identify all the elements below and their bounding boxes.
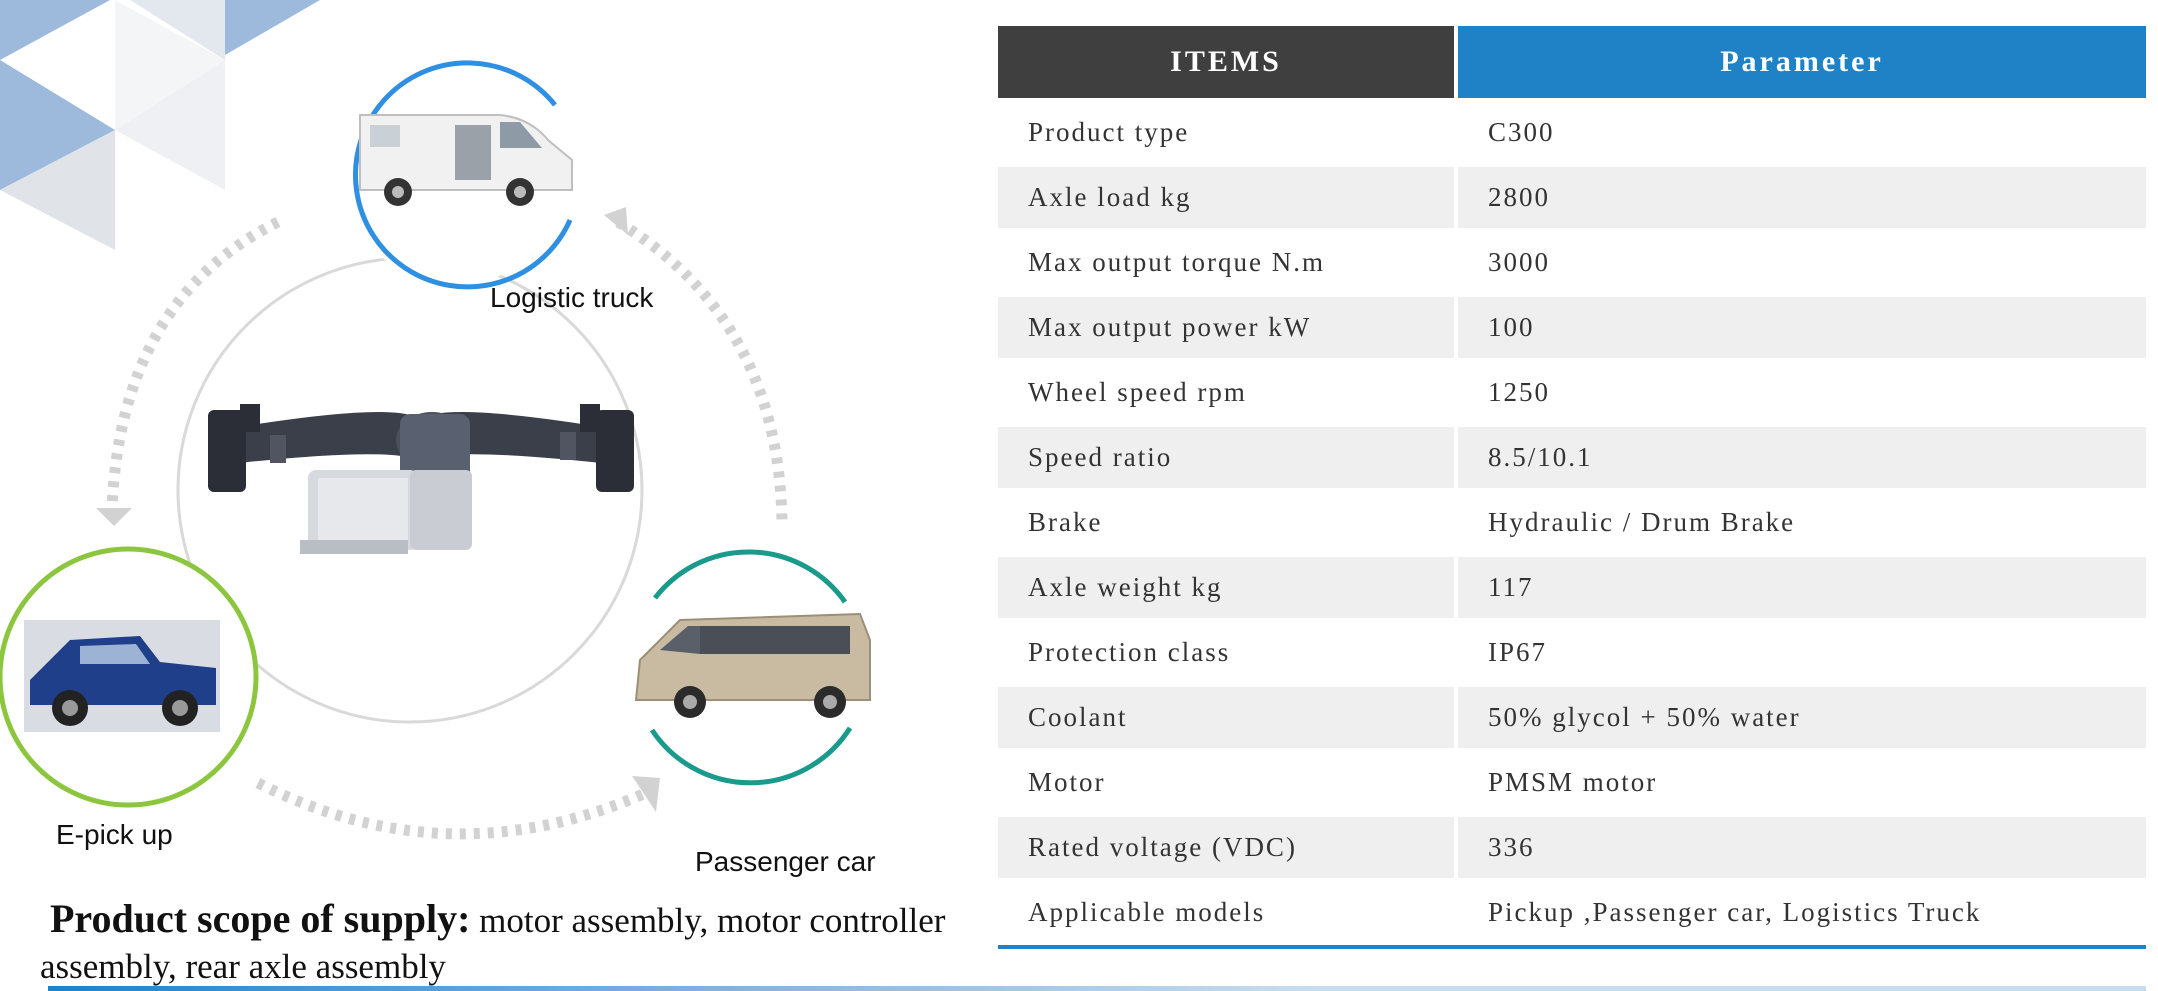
- pickup-truck-icon: [24, 620, 220, 732]
- row-value: Hydraulic / Drum Brake: [1488, 507, 1796, 537]
- scope-line1: motor assembly, motor controller: [470, 901, 946, 940]
- vehicle-label-passenger: Passenger car: [695, 846, 876, 877]
- row-item: Axle weight kg: [998, 557, 1454, 618]
- row-value: 1250: [1488, 377, 1550, 407]
- table-row: [998, 492, 2146, 553]
- table-row: [998, 297, 2146, 358]
- table-row: [998, 232, 2146, 293]
- row-value: 50% glycol + 50% water: [1458, 687, 2146, 748]
- row-item: Coolant: [998, 687, 1454, 748]
- row-value: 3000: [1488, 247, 1550, 277]
- header-parameter: Parameter: [1458, 26, 2146, 98]
- row-item: Rated voltage (VDC): [998, 817, 1454, 878]
- row-value: 336: [1458, 817, 2146, 878]
- table-row: [998, 427, 2146, 488]
- product-scope-text: [40, 896, 1000, 990]
- rear-axle-icon: [208, 404, 634, 554]
- vehicle-application-diagram: [0, 0, 990, 900]
- table-row: [998, 557, 2146, 618]
- table-row: [998, 817, 2146, 878]
- table-row: [998, 362, 2146, 423]
- table-row: [998, 882, 2146, 943]
- row-value: PMSM motor: [1488, 767, 1658, 797]
- row-item: Speed ratio: [998, 427, 1454, 488]
- row-item: Motor: [1028, 767, 1106, 797]
- header-items: ITEMS: [998, 26, 1454, 98]
- row-value: IP67: [1488, 637, 1548, 667]
- row-item: Applicable models: [1028, 897, 1266, 927]
- row-item: Wheel speed rpm: [1028, 377, 1247, 407]
- spec-table: [998, 26, 2146, 949]
- row-item: Max output torque N.m: [1028, 247, 1325, 277]
- row-value: C300: [1488, 117, 1555, 147]
- table-row: [998, 687, 2146, 748]
- scope-lead: Product scope of supply:: [50, 896, 471, 941]
- dotted-arrow-left: [112, 222, 278, 510]
- row-item: Brake: [1028, 507, 1103, 537]
- row-value: 8.5/10.1: [1458, 427, 2146, 488]
- table-row: [998, 102, 2146, 163]
- bottom-accent-bar: [48, 986, 2146, 991]
- table-row: [998, 752, 2146, 813]
- table-body: [998, 102, 2146, 943]
- row-value: 2800: [1458, 167, 2146, 228]
- vehicle-label-pickup: E-pick up: [56, 819, 173, 850]
- row-item: Axle load kg: [998, 167, 1454, 228]
- row-value: 117: [1458, 557, 2146, 618]
- row-item: Product type: [1028, 117, 1190, 147]
- table-row: [998, 622, 2146, 683]
- row-value: Pickup ,Passenger car, Logistics Truck: [1488, 897, 1982, 927]
- scope-line2: assembly, rear axle assembly: [40, 947, 446, 986]
- table-row: [998, 167, 2146, 228]
- row-value: 100: [1458, 297, 2146, 358]
- table-bottom-line: [998, 945, 2146, 949]
- dotted-arrow-bottom: [258, 783, 648, 834]
- row-item: Protection class: [1028, 637, 1231, 667]
- vehicle-label-logistic: Logistic truck: [490, 282, 654, 313]
- diagram-graphics: [0, 0, 990, 900]
- table-header: [998, 26, 2146, 98]
- row-item: Max output power kW: [998, 297, 1454, 358]
